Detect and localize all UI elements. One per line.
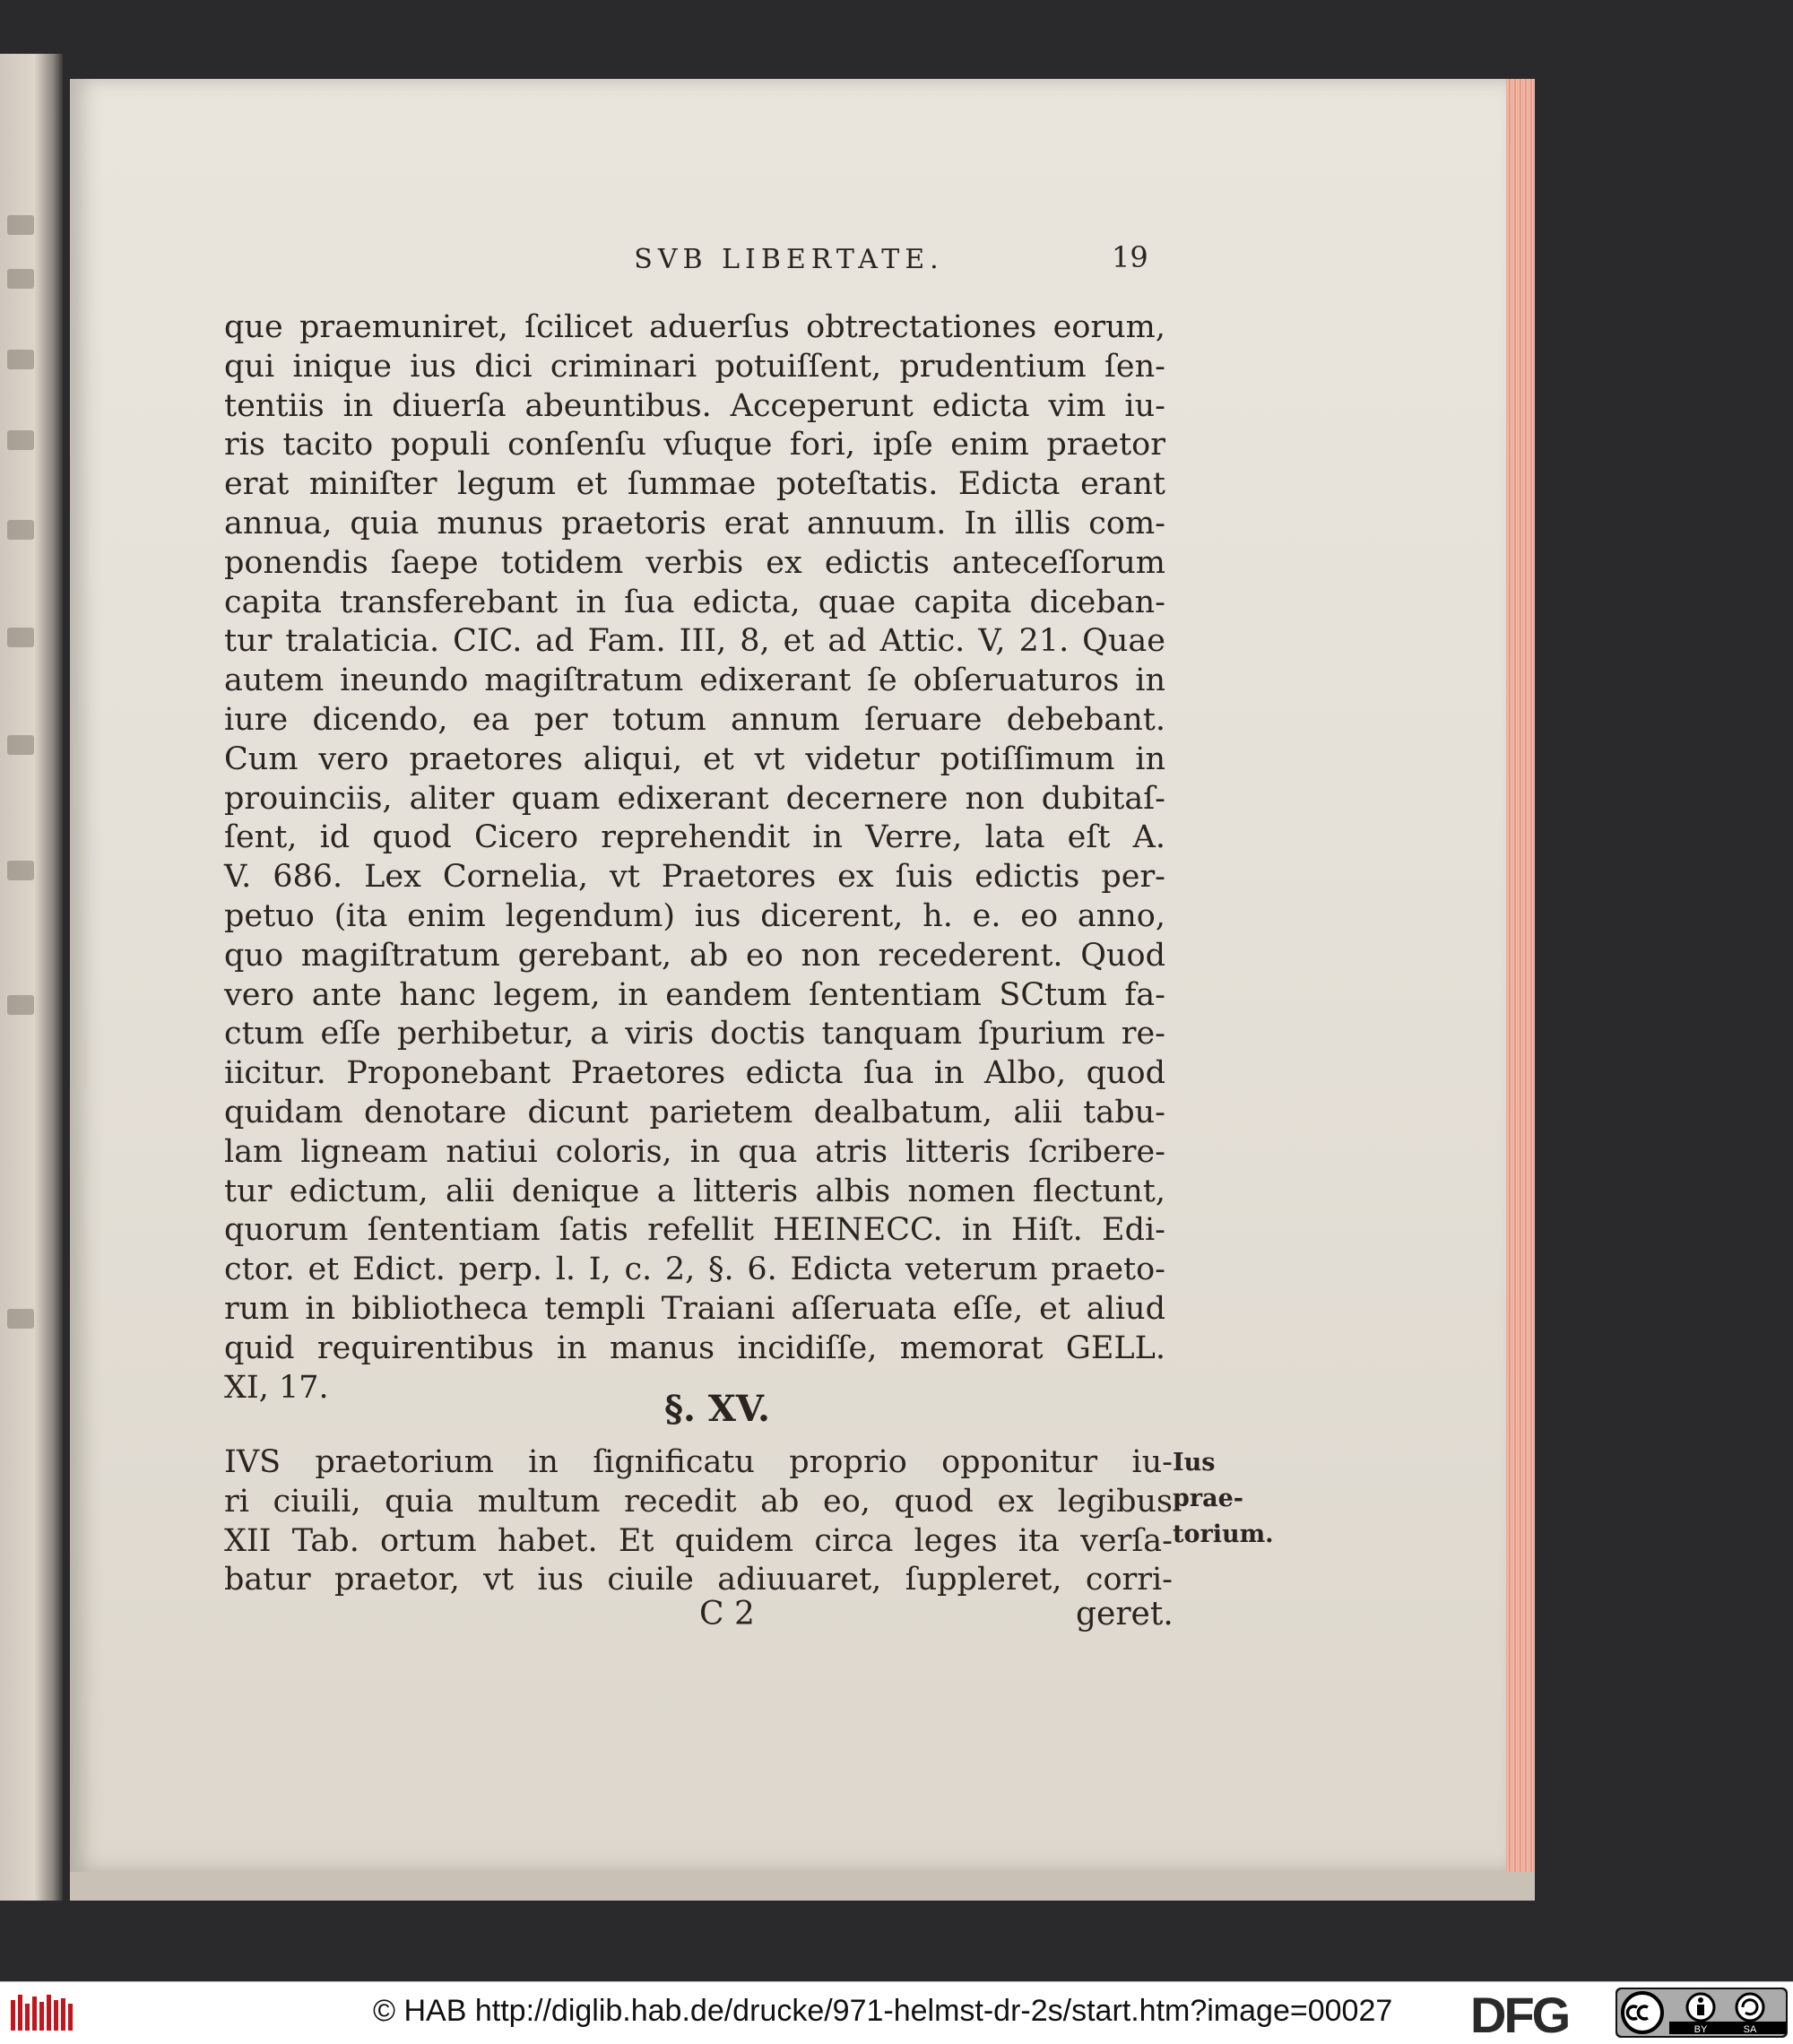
license-sa-label: SA xyxy=(1743,2024,1757,2035)
left-page-text-fragment xyxy=(7,628,34,647)
margin-note xyxy=(1173,1445,1289,1553)
license-by-label: BY xyxy=(1693,2024,1708,2035)
text-line: iure dicendo, ea per totum annum ſeruare debebant. xyxy=(224,701,1165,738)
page-number: 19 xyxy=(1112,240,1148,274)
text-line: batur praetor, vt ius ciuile adiuuaret, ſuppleret, corri- xyxy=(224,1562,1173,1598)
text-line: erat miniſter legum et ſummae poteſtatis. Edicta erant xyxy=(224,466,1165,503)
running-head: SVB LIBERTATE. xyxy=(634,244,944,275)
text-line: ri ciuili, quia multum recedit ab eo, quod ex legibus xyxy=(224,1483,1173,1520)
text-line: autem ineundo magiſtratum edixerant ſe obſeruaturos in xyxy=(224,663,1165,699)
text-line: quorum ſententiam ſatis refellit HEINECC. in Hiſt. Edi- xyxy=(224,1212,1165,1249)
text-line: ris tacito populi conſenſu vſuque fori, ipſe enim praetor xyxy=(224,427,1165,463)
left-page-text-fragment xyxy=(7,735,34,755)
text-line: XII Tab. ortum habet. Et quidem circa leges ita verſa- xyxy=(224,1522,1173,1559)
page-edge-red xyxy=(1506,79,1535,1899)
hab-logo-icon[interactable] xyxy=(7,1991,75,2036)
section-text xyxy=(224,1443,1173,1600)
cc-license-badge[interactable] xyxy=(1615,1988,1788,2038)
text-line: V. 686. Lex Cornelia, vt Praetores ex ſuis edictis per- xyxy=(224,859,1165,896)
margin-note-line: Ius prae- xyxy=(1173,1449,1243,1512)
dfg-logo: DFG xyxy=(1470,1987,1569,2043)
footer-copyright-link[interactable]: © HAB http://diglib.hab.de/drucke/971-helmst-dr-2s/start.htm?image=00027 xyxy=(373,1994,1393,2028)
text-line: vero ante hanc legem, in eandem ſententiam SCtum fa- xyxy=(224,976,1165,1013)
viewer-footer xyxy=(0,1981,1793,2044)
text-line: ſent, id quod Cicero reprehendit in Verre, lata eſt A. xyxy=(224,819,1165,856)
left-page-text-fragment xyxy=(7,430,34,450)
text-line: XI, 17. xyxy=(224,1369,329,1406)
left-page-text-fragment xyxy=(7,350,34,369)
text-line: tur edictum, alii denique a litteris albis nomen flectunt, xyxy=(224,1173,1165,1209)
left-page-text-fragment xyxy=(7,861,34,880)
margin-note-line: torium. xyxy=(1173,1520,1274,1548)
text-line: prouinciis, aliter quam edixerant decernere non dubitaſ- xyxy=(224,780,1165,817)
text-line: quid requirentibus in manus incidiſſe, memorat GELL. xyxy=(224,1329,1165,1366)
text-line: Cum vero praetores aliqui, et vt videtur potiſſimum in xyxy=(224,741,1165,777)
text-line: tentiis in diuerſa abeuntibus. Acceperunt edicta vim iu- xyxy=(224,387,1165,424)
page-bottom-edge xyxy=(70,1872,1535,1901)
text-line: quo magiſtratum gerebant, ab eo non recederent. Quod xyxy=(224,937,1165,974)
text-line: que praemuniret, ſcilicet aduerſus obtrectationes eorum, xyxy=(224,309,1165,345)
text-line: ctor. et Edict. perp. l. I, c. 2, §. 6. Edicta veterum praeto- xyxy=(224,1252,1165,1288)
text-line: annua, quia munus praetoris erat annuum. In illis com- xyxy=(224,505,1165,541)
text-line: qui inique ius dici criminari potuiſſent, prudentium ſen- xyxy=(224,348,1165,385)
cc-by-sa-icon xyxy=(1615,1988,1788,2038)
catchword: geret. xyxy=(1076,1596,1174,1633)
text-line: rum in bibliotheca templi Traiani aſſeruata eſſe, et aliud xyxy=(224,1290,1165,1327)
left-page-text-fragment xyxy=(7,269,34,289)
text-line: quidam denotare dicunt parietem dealbatum, alii tabu- xyxy=(224,1094,1165,1130)
text-line: iicitur. Proponebant Praetores edicta ſua in Albo, quod xyxy=(224,1055,1165,1092)
left-page-text-fragment xyxy=(7,1309,34,1329)
body-text xyxy=(224,308,1165,1407)
text-line: petuo (ita enim legendum) ius dicerent, h. e. eo anno, xyxy=(224,897,1165,934)
text-line: tur tralaticia. CIC. ad Fam. III, 8, et ad Attic. V, 21. Quae xyxy=(224,623,1165,660)
left-page-text-fragment xyxy=(7,995,34,1015)
text-line: capita transferebant in ſua edicta, quae capita diceban- xyxy=(224,584,1165,620)
left-page-edge xyxy=(0,54,63,1901)
left-page-text-fragment xyxy=(7,520,34,540)
signature-mark: C 2 xyxy=(699,1596,755,1633)
text-line: IVS praetorium in ſignificatu proprio opponitur iu- xyxy=(224,1444,1173,1480)
text-line: ponendis ſaepe totidem verbis ex edictis anteceſſorum xyxy=(224,544,1165,581)
left-page-text-fragment xyxy=(7,215,34,235)
text-line: ctum eſſe perhibetur, a viris doctis tanquam ſpurium re- xyxy=(224,1016,1165,1052)
text-line: lam ligneam natiui coloris, in qua atris litteris ſcribere- xyxy=(224,1133,1165,1170)
section-heading: §. XV. xyxy=(664,1388,770,1430)
